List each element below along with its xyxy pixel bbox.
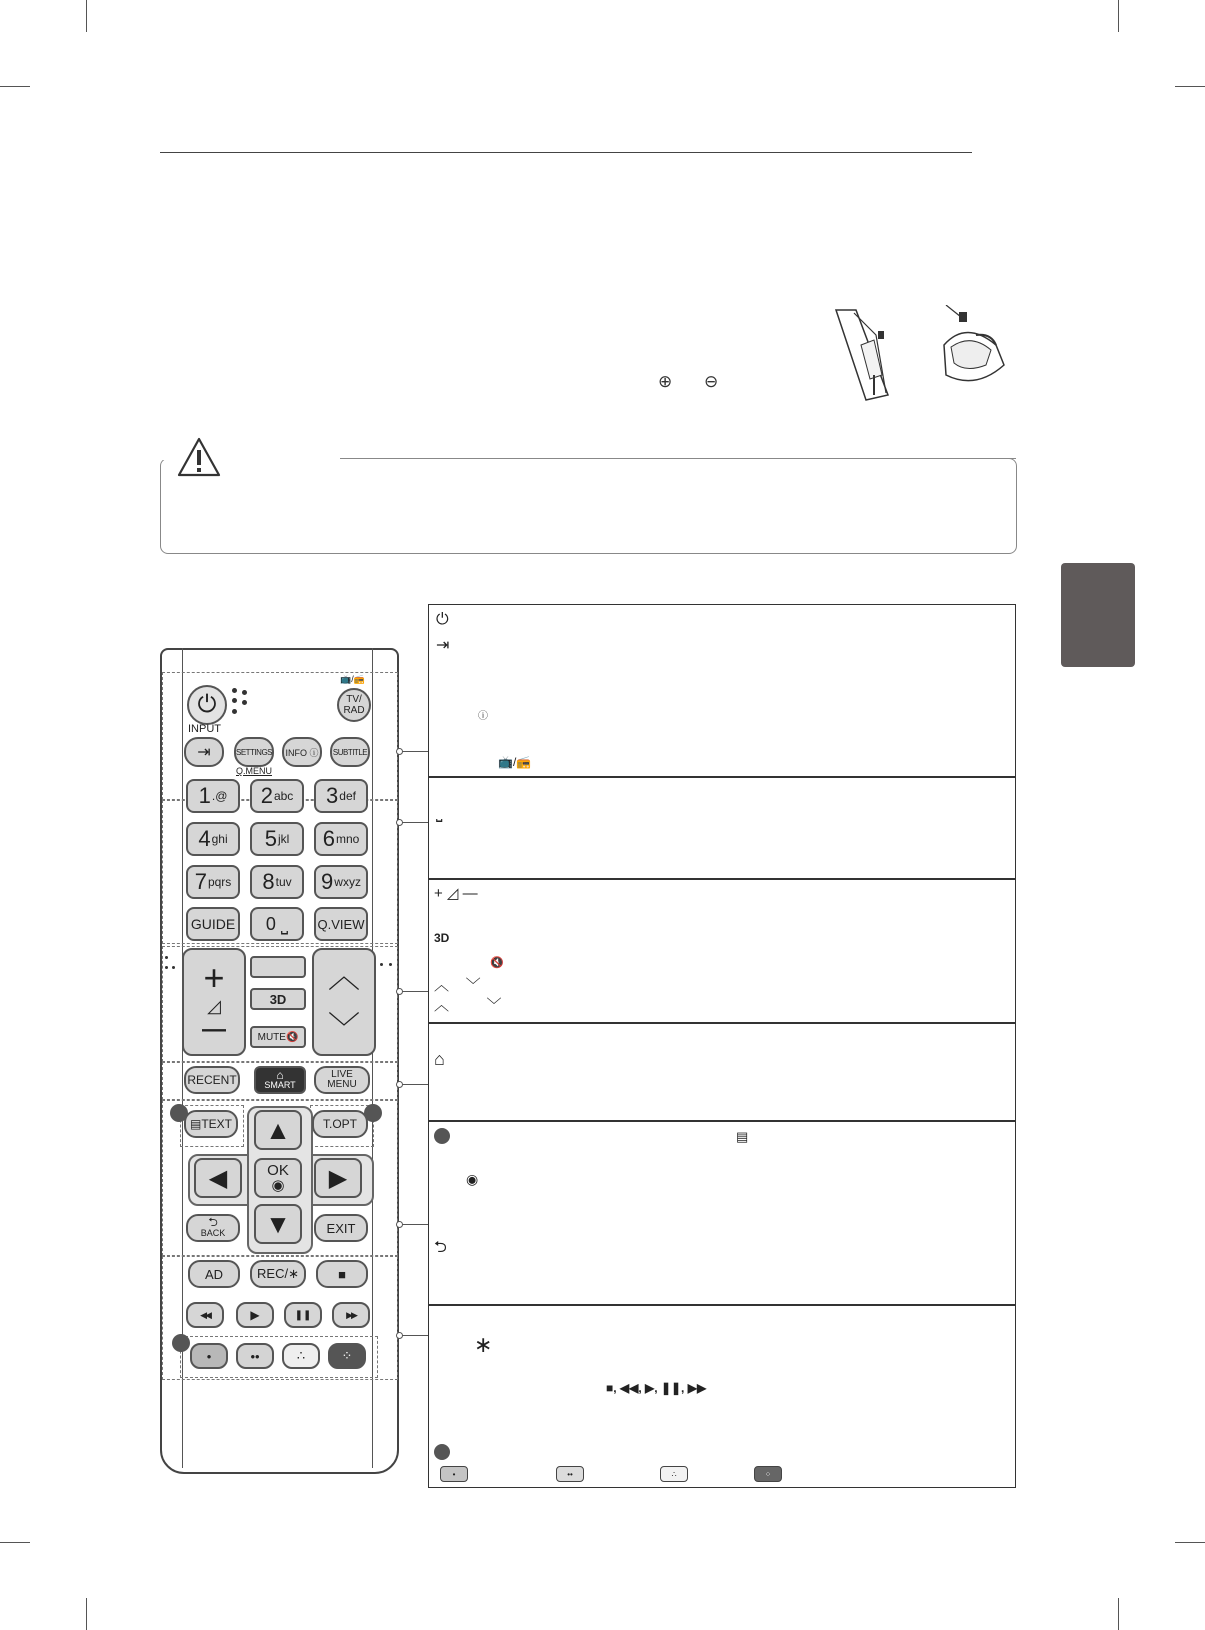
stop-button[interactable]: ■ (316, 1260, 368, 1288)
t-opt-button[interactable]: T.OPT (312, 1110, 368, 1138)
back-label: BACK (200, 1228, 226, 1238)
text-icon: ▤ (736, 1129, 749, 1144)
number-letters: mno (335, 832, 360, 846)
number-letters: def (339, 789, 356, 803)
tv-rad-top-icon: 📺/📻 (340, 674, 365, 684)
header-rule (160, 152, 972, 153)
live-menu-button[interactable]: LIVE MENU (314, 1066, 370, 1094)
channel-down-icon: ﹀ (327, 1010, 360, 1046)
back-icon: ⮌ (434, 1239, 447, 1256)
number-letters: jkl (277, 832, 290, 846)
guide-button[interactable]: GUIDE (186, 907, 240, 941)
color-button-2[interactable]: •• (236, 1343, 274, 1369)
ok-label: OK (267, 1162, 289, 1179)
callout-1-marker (434, 1128, 450, 1144)
ok-button[interactable] (254, 1158, 302, 1198)
pause-button[interactable]: ❚❚ (284, 1302, 322, 1328)
color-key-4: ⁘ (754, 1466, 782, 1482)
rec-asterisk-icon: ∗ (474, 1332, 493, 1357)
exit-button[interactable]: EXIT (314, 1214, 368, 1242)
q-menu-label: Q.MENU (236, 766, 272, 776)
color-button-3[interactable]: ∴ (282, 1343, 320, 1369)
color-button-4[interactable]: ⁘ (328, 1343, 366, 1369)
ok-icon: ◉ (466, 1171, 479, 1187)
minus-circle-icon: ⊖ (704, 372, 719, 391)
power-button[interactable]: ⏻ (187, 685, 227, 725)
number-letters: abc (273, 789, 294, 803)
number-digit: 9 (321, 869, 334, 894)
number-letters: wxyz (334, 875, 361, 889)
smart-label: SMART (264, 1080, 296, 1090)
smart-button[interactable] (254, 1066, 306, 1094)
info-button[interactable]: INFO ⓘ (282, 737, 322, 767)
subtitle-button[interactable]: SUBTITLE (330, 737, 370, 767)
blank-button[interactable] (250, 956, 306, 978)
space-icon: ⎵ (436, 805, 443, 822)
home-icon: ⌂ (276, 1068, 284, 1082)
color-button-1[interactable]: • (190, 1343, 228, 1369)
back-button[interactable] (186, 1214, 240, 1242)
number-button-2[interactable] (250, 779, 304, 813)
plus-circle-icon: ⊕ (658, 372, 673, 391)
input-label: INPUT (188, 723, 221, 735)
tv-radio-icon: 📺/📻 (498, 755, 532, 769)
up-button[interactable]: ▲ (254, 1110, 302, 1150)
number-button-8[interactable] (250, 865, 304, 899)
color-key-1: • (440, 1466, 468, 1482)
volume-icon: ◿ (207, 996, 221, 1016)
info-icon: ⓘ (478, 711, 488, 722)
number-button-6[interactable] (314, 822, 368, 856)
tv-rad-button[interactable]: TV/ RAD (337, 688, 371, 722)
number-button-3[interactable] (314, 779, 368, 813)
volume-rocker[interactable] (182, 948, 246, 1056)
number-letters: tuv (275, 875, 292, 889)
number-digit: 6 (322, 826, 335, 851)
number-digit: 2 (260, 783, 273, 808)
back-icon: ⮌ (208, 1215, 218, 1229)
text-button[interactable]: ▤TEXT (184, 1110, 238, 1138)
number-digit: 7 (194, 869, 207, 894)
number-digit: 5 (264, 826, 277, 851)
ad-button[interactable]: AD (188, 1260, 240, 1288)
channel-up-icon: ︿ (327, 958, 360, 994)
3d-icon: 3D (434, 931, 450, 945)
3d-button[interactable]: 3D (250, 988, 306, 1010)
section-tab (1061, 563, 1135, 667)
left-button[interactable]: ◀ (194, 1158, 242, 1198)
number-letters: pqrs (207, 875, 232, 889)
right-button[interactable]: ▶ (314, 1158, 362, 1198)
mute-button[interactable]: MUTE🔇 (250, 1026, 306, 1048)
input-icon: ⇥ (436, 637, 450, 654)
number-digit: 4 (198, 826, 211, 851)
rewind-button[interactable]: ◀◀ (186, 1302, 224, 1328)
down-button[interactable]: ▼ (254, 1204, 302, 1244)
number-digit: 8 (262, 869, 275, 894)
number-letters: .@ (211, 789, 228, 803)
caution-box (160, 458, 1017, 554)
channel-icons: ︿ ﹀ (434, 977, 481, 994)
number-button-5[interactable] (250, 822, 304, 856)
number-button-7[interactable] (186, 865, 240, 899)
input-button[interactable]: ⇥ (184, 737, 224, 767)
volume-icon: + ◿ — (434, 885, 478, 902)
callout-2-marker-colors (172, 1334, 190, 1352)
number-digit: 3 (326, 783, 339, 808)
number-digit: 1 (198, 783, 211, 808)
number-button-4[interactable] (186, 822, 240, 856)
number-letters: ghi (211, 832, 228, 846)
fast-forward-button[interactable]: ▶▶ (332, 1302, 370, 1328)
channel-rocker[interactable] (312, 948, 376, 1056)
color-key-3: ∴ (660, 1466, 688, 1482)
play-button[interactable]: ▶ (236, 1302, 274, 1328)
zero-button[interactable]: 0 ⎵ (250, 907, 304, 941)
color-key-2: •• (556, 1466, 584, 1482)
callout-2-marker (434, 1444, 450, 1460)
media-control-icons: ■, ◀◀, ▶, ❚❚, ▶▶ (606, 1381, 707, 1395)
power-icon: ⏻ (436, 611, 449, 628)
volume-up-icon: + (203, 957, 225, 998)
recent-button[interactable]: RECENT (184, 1066, 240, 1094)
battery-cover-illustration (826, 305, 1026, 405)
volume-down-icon: — (202, 1016, 226, 1043)
q-view-button[interactable]: Q.VIEW (314, 907, 368, 941)
function-table (428, 604, 1016, 1488)
channel-icons-2: ︿ ﹀ (434, 997, 502, 1014)
home-icon: ⌂ (434, 1049, 445, 1069)
mute-icon: 🔇 (490, 957, 504, 969)
settings-button[interactable]: SETTINGS (234, 737, 274, 767)
warning-triangle-icon (176, 436, 222, 478)
number-button-1[interactable] (186, 779, 240, 813)
rec-button[interactable]: REC/∗ (250, 1260, 306, 1288)
number-button-9[interactable] (314, 865, 368, 899)
ok-icon: ◉ (271, 1177, 285, 1194)
